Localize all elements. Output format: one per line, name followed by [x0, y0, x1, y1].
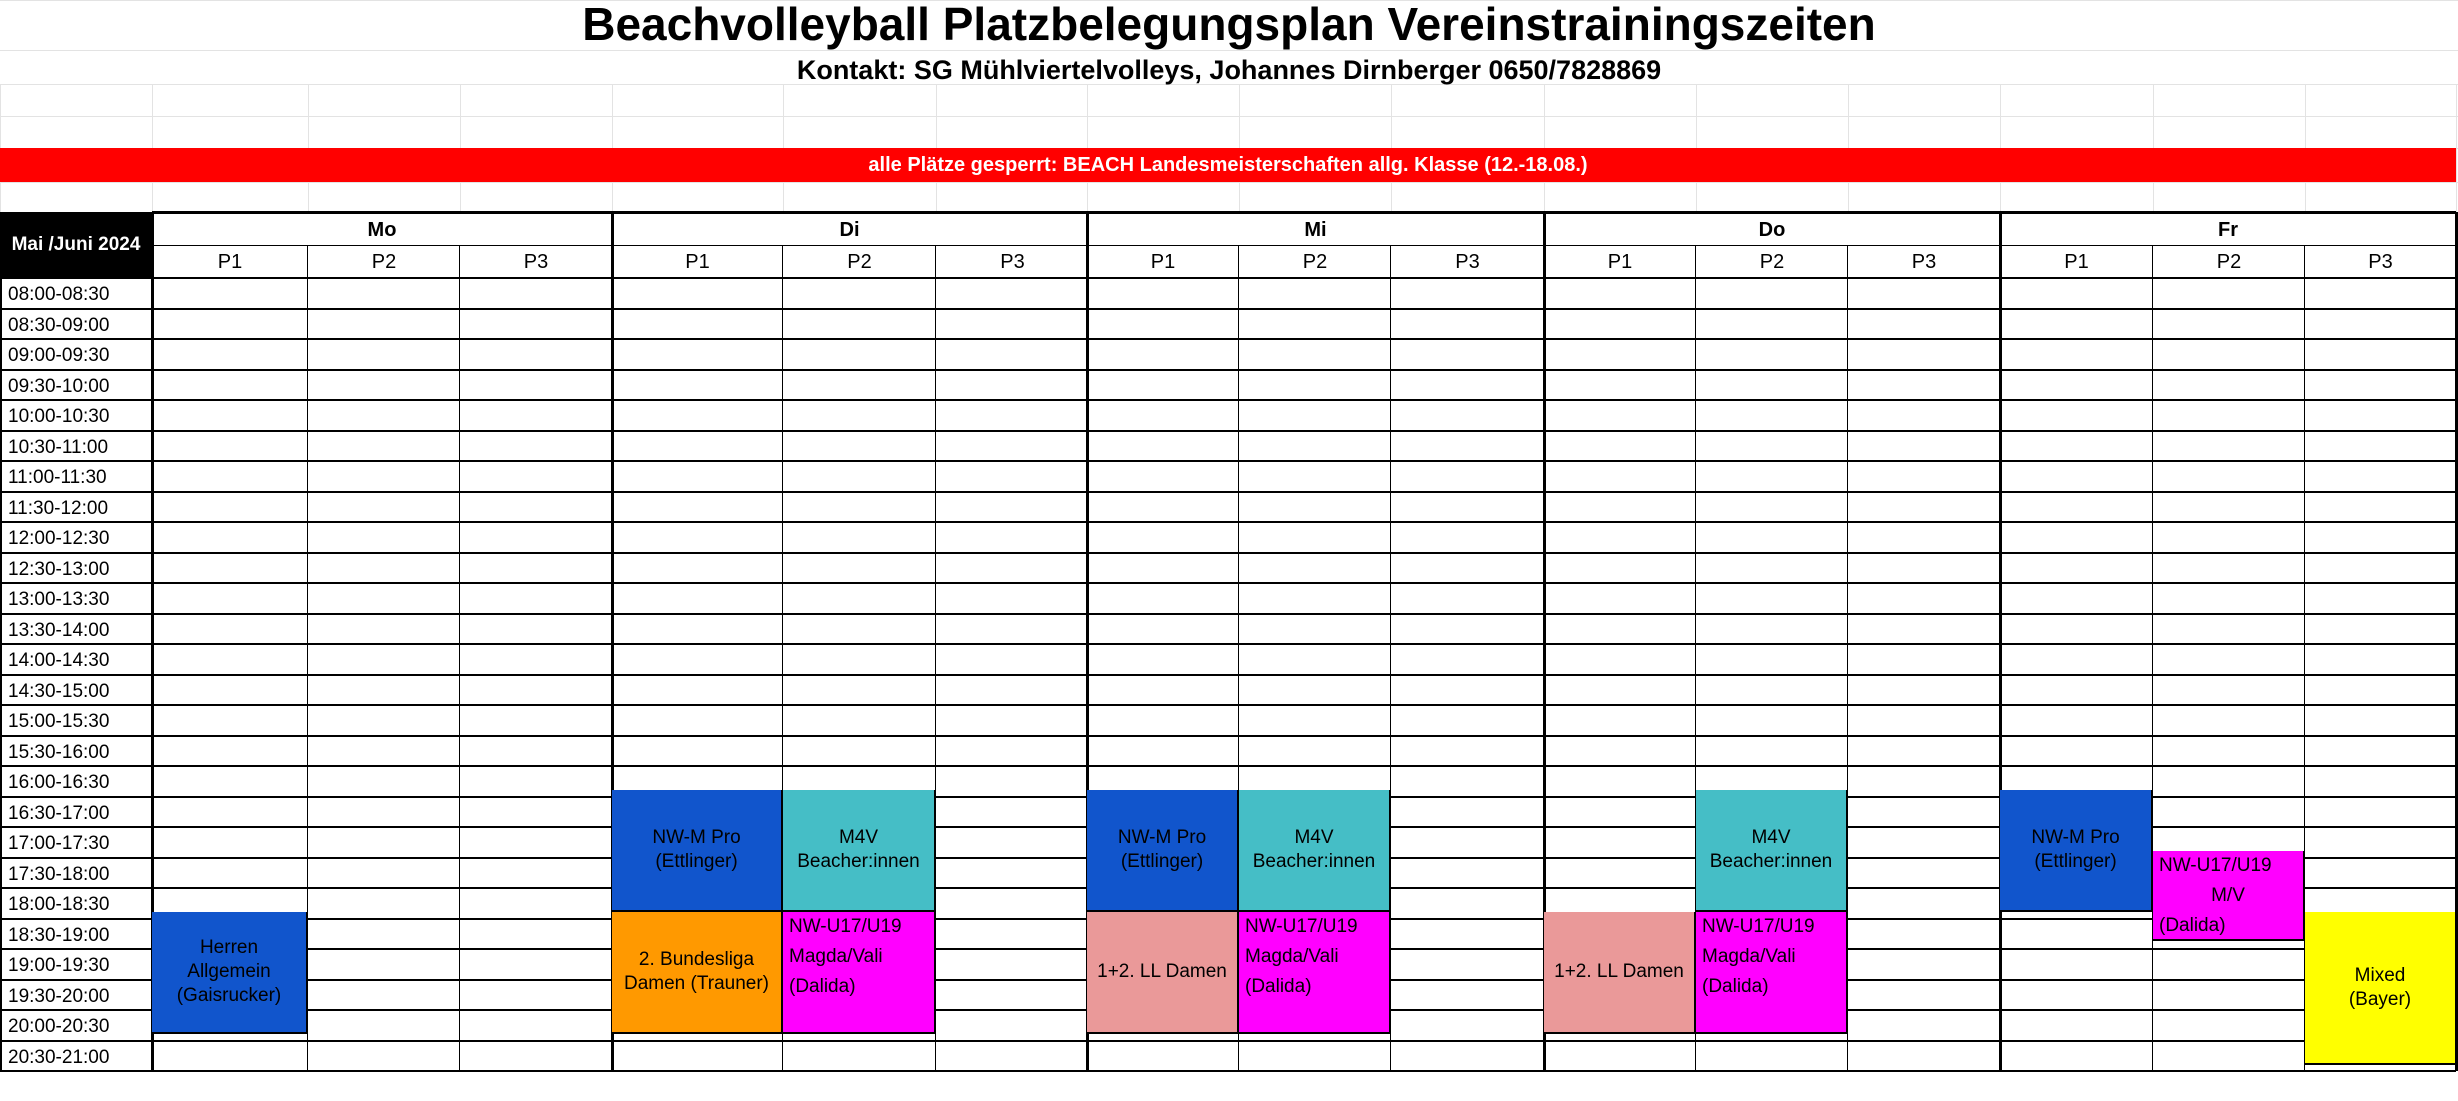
row-line [0, 277, 2456, 279]
row-line [0, 674, 2456, 676]
block-text: Beacher:innen [1709, 851, 1833, 872]
time-slot-label: 17:30-18:00 [8, 863, 110, 885]
page-title: Beachvolleyball Platzbelegungsplan Vereinstrainingszeiten [582, 0, 1876, 50]
row-line [0, 338, 2456, 340]
block-text: Beacher:innen [797, 851, 920, 872]
row-line [0, 582, 2456, 584]
block-text: (Ettlinger) [1120, 851, 1204, 872]
block-di-bundesliga [612, 912, 783, 1034]
row-line [0, 1040, 2456, 1042]
day-header-line [152, 245, 2456, 246]
time-slot-label: 15:00-15:30 [8, 711, 110, 732]
row-line [0, 369, 2456, 371]
day-header-mi: Mi [1304, 219, 1327, 241]
court-header: P2 [371, 251, 397, 273]
row-line [0, 460, 2456, 462]
time-slot-label: 13:30-14:00 [8, 619, 110, 641]
block-text: 1+2. LL Damen [1554, 961, 1684, 982]
block-text: Magda/Vali [789, 946, 883, 967]
block-text: Beacher:innen [1252, 851, 1376, 872]
time-slot-label: 17:00-17:30 [8, 833, 110, 854]
court-header: P3 [1455, 251, 1480, 273]
gridline [0, 116, 2458, 117]
court-header: P1 [217, 251, 243, 273]
block-text: (Dalida) [1702, 976, 1769, 997]
block-text: Magda/Vali [1245, 946, 1339, 967]
time-slot-label: 12:30-13:00 [8, 558, 110, 580]
block-do-m4v [1696, 790, 1848, 912]
time-slot-label: 11:00-11:30 [8, 467, 107, 488]
court-header: P2 [2216, 251, 2242, 273]
court-header: P1 [685, 251, 710, 273]
block-text: Allgemein [187, 961, 271, 982]
block-mi-m4v [1239, 790, 1391, 912]
block-text: M/V [2211, 885, 2245, 906]
block-text: NW-U17/U19 [2159, 855, 2272, 876]
table-left-edge [0, 212, 2, 1071]
court-separator [2152, 246, 2153, 1071]
day-header-di: Di [839, 219, 860, 241]
row-line [0, 521, 2456, 523]
time-slot-label: 16:00-16:30 [8, 772, 110, 793]
time-slot-label: 08:30-09:00 [8, 314, 110, 336]
court-header: P2 [1302, 251, 1328, 273]
block-text: (Ettlinger) [2034, 851, 2117, 872]
block-text: NW-M Pro [652, 827, 741, 848]
block-text: NW-M Pro [2031, 827, 2120, 848]
block-di-nwm-pro [612, 790, 783, 912]
court-header: P1 [1607, 251, 1633, 273]
block-mo-herren [152, 912, 308, 1034]
row-line [0, 430, 2456, 432]
block-do-ll-damen [1544, 912, 1696, 1034]
time-slot-label: 08:00-08:30 [8, 284, 110, 305]
block-mi-ll-damen [1087, 912, 1239, 1034]
block-text: M4V [838, 827, 879, 848]
row-line [0, 735, 2456, 737]
time-slot-label: 11:30-12:00 [8, 497, 109, 519]
court-header: P2 [847, 251, 872, 273]
block-fr-nwm-pro [2000, 790, 2153, 912]
contact-info: Kontakt: SG Mühlviertelvolleys, Johannes Dirnberger 0650/7828869 [796, 55, 1662, 85]
court-header: P1 [2064, 251, 2089, 273]
block-fr-nw-u17-u19 [2153, 851, 2305, 941]
court-separator [459, 246, 460, 1071]
block-di-nw-u17-u19 [783, 912, 936, 1034]
block-di-m4v [783, 790, 936, 912]
time-slot-label: 20:30-21:00 [8, 1046, 110, 1068]
gridline [0, 182, 2458, 183]
block-text: (Ettlinger) [655, 851, 738, 872]
time-slot-label: 19:30-20:00 [8, 985, 110, 1007]
block-text: Damen (Trauner) [623, 973, 769, 994]
row-line [0, 491, 2456, 493]
block-fr-mixed [2305, 912, 2457, 1065]
block-do-nw-u17-u19 [1696, 912, 1848, 1034]
block-text: Mixed [2354, 964, 2406, 986]
time-slot-label: 20:00-20:30 [8, 1016, 110, 1037]
court-header: P3 [2368, 251, 2393, 273]
block-text: (Bayer) [2348, 988, 2412, 1010]
block-text: Magda/Vali [1702, 946, 1796, 967]
block-text: Herren [199, 937, 259, 958]
court-header: P3 [1911, 251, 1937, 273]
closure-banner: alle Plätze gesperrt: BEACH Landesmeisterschaften allg. Klasse (12.-18.08.) [0, 148, 2456, 182]
court-header: P2 [1759, 251, 1785, 273]
day-header-fr: Fr [2218, 219, 2238, 241]
court-header: P3 [523, 251, 549, 273]
row-line [0, 704, 2456, 706]
time-slot-label: 18:00-18:30 [8, 894, 110, 915]
block-mi-nwm-pro [1087, 790, 1239, 912]
court-header: P3 [1000, 251, 1025, 273]
block-text: (Dalida) [789, 976, 856, 997]
block-mi-nw-u17-u19 [1239, 912, 1391, 1034]
block-text: M4V [1751, 827, 1791, 848]
table-top-line [152, 211, 2456, 214]
time-slot-label: 16:30-17:00 [8, 802, 110, 824]
court-header: P1 [1150, 251, 1176, 273]
block-text: 1+2. LL Damen [1097, 961, 1227, 982]
time-slot-label: 13:00-13:30 [8, 589, 110, 610]
time-slot-label: 14:30-15:00 [8, 680, 110, 702]
time-slot-label: 12:00-12:30 [8, 528, 110, 549]
period-label: Mai /Juni 2024 [0, 212, 152, 278]
row-line [0, 399, 2456, 401]
gridline [0, 50, 2458, 51]
time-slot-label: 18:30-19:00 [8, 924, 110, 946]
row-line [0, 765, 2456, 767]
row-line [0, 613, 2456, 615]
row-line [0, 308, 2456, 310]
time-slot-label: 10:00-10:30 [8, 406, 110, 427]
time-slot-label: 15:30-16:00 [8, 741, 110, 763]
block-text: NW-U17/U19 [1245, 916, 1358, 937]
row-line [0, 552, 2456, 554]
day-separator [1999, 212, 2002, 1071]
time-slot-label: 14:00-14:30 [8, 650, 110, 671]
time-slot-label: 09:00-09:30 [8, 345, 110, 366]
row-line [0, 643, 2456, 645]
block-text: (Dalida) [2159, 915, 2226, 936]
block-text: NW-U17/U19 [1702, 916, 1815, 937]
day-header-do: Do [1758, 219, 1786, 241]
day-header-mo: Mo [367, 219, 397, 241]
row-line [0, 1070, 2456, 1072]
block-text: (Gaisrucker) [176, 985, 282, 1006]
time-slot-label: 10:30-11:00 [8, 436, 109, 458]
block-text: 2. Bundesliga [638, 949, 755, 970]
block-text: (Dalida) [1245, 976, 1312, 997]
block-text: NW-M Pro [1117, 827, 1207, 848]
block-text: M4V [1294, 827, 1334, 848]
time-slot-label: 19:00-19:30 [8, 955, 110, 976]
time-slot-label: 09:30-10:00 [8, 375, 110, 397]
block-text: NW-U17/U19 [789, 916, 902, 937]
